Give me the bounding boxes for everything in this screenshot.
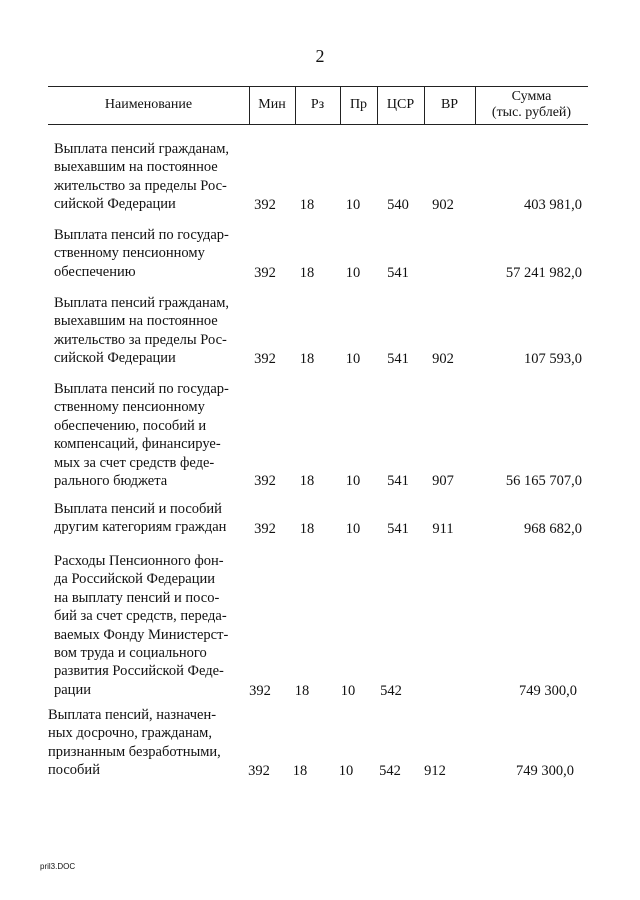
row-rz: 18 xyxy=(294,682,310,699)
row-pr: 10 xyxy=(340,682,356,699)
row-min: 392 xyxy=(254,520,276,537)
row-min: 392 xyxy=(254,472,276,489)
header-pr: Пр xyxy=(349,97,368,112)
row-name-line: рации xyxy=(54,681,91,698)
row-csr: 541 xyxy=(387,520,409,537)
row-name xyxy=(48,706,236,780)
row-name-line: обеспечению, пособий и xyxy=(54,417,207,434)
row-sum: 749 300,0 xyxy=(519,682,577,699)
header-rz: Рз xyxy=(310,97,325,112)
table-row xyxy=(0,294,640,368)
row-vr: 912 xyxy=(424,762,446,779)
row-csr: 542 xyxy=(380,682,402,699)
row-name xyxy=(54,500,242,537)
row-name-line: ваемых Фонду Министерст- xyxy=(54,626,229,643)
row-rz: 18 xyxy=(292,762,308,779)
header-bottom-rule xyxy=(48,124,588,125)
row-sum: 403 981,0 xyxy=(524,196,582,213)
row-name xyxy=(54,380,242,490)
row-name-line: да Российской Федерации xyxy=(54,571,216,588)
row-csr: 541 xyxy=(387,264,409,281)
row-vr: 911 xyxy=(432,520,454,537)
row-rz: 18 xyxy=(299,264,315,281)
row-rz: 18 xyxy=(299,472,315,489)
row-pr: 10 xyxy=(345,350,361,367)
row-name-line: ственному пенсионному xyxy=(54,399,205,416)
table-row xyxy=(0,500,640,538)
row-name-line: признанным безработными, xyxy=(48,743,221,760)
row-name-line: жительство за пределы Рос- xyxy=(54,177,227,194)
header-sum xyxy=(475,86,588,124)
row-sum: 107 593,0 xyxy=(524,350,582,367)
row-pr: 10 xyxy=(345,520,361,537)
row-vr: 902 xyxy=(432,350,454,367)
row-name-line: на выплату пенсий и посо- xyxy=(54,589,220,606)
row-name xyxy=(54,552,242,699)
row-name-line: сийской Федерации xyxy=(54,350,176,367)
table-row xyxy=(0,552,640,700)
row-name-line: Выплата пенсий по государ- xyxy=(54,381,229,397)
row-name-line: Выплата пенсий гражданам, xyxy=(54,295,230,311)
row-name-line: другим категориям граждан xyxy=(54,519,227,536)
row-name-line: сийской Федерации xyxy=(54,196,176,213)
row-name-line: вом труда и социального xyxy=(54,645,207,662)
header-sum-line1: Сумма xyxy=(511,89,552,104)
row-csr: 541 xyxy=(387,350,409,367)
row-name-line: пособий xyxy=(48,762,100,779)
row-name-line: развития Российской Феде- xyxy=(54,663,224,680)
row-name-line: Выплата пенсий, назначен- xyxy=(48,707,217,723)
row-rz: 18 xyxy=(299,196,315,213)
row-min: 392 xyxy=(254,196,276,213)
row-name-line: мых за счет средств феде- xyxy=(54,454,215,471)
row-name-line: бий за счет средств, переда- xyxy=(54,608,227,625)
row-name-line: ных досрочно, гражданам, xyxy=(48,725,212,742)
row-name-line: Выплата пенсий гражданам, xyxy=(54,141,230,157)
row-rz: 18 xyxy=(299,350,315,367)
table-row xyxy=(0,226,640,282)
row-pr: 10 xyxy=(338,762,354,779)
row-sum: 968 682,0 xyxy=(524,520,582,537)
table-row xyxy=(0,706,640,780)
header-sum-line2: (тыс. рублей) xyxy=(491,105,572,120)
page-number: 2 xyxy=(315,46,325,66)
header-csr: ЦСР xyxy=(386,97,415,112)
row-sum: 749 300,0 xyxy=(516,762,574,779)
row-csr: 542 xyxy=(379,762,401,779)
row-sum: 57 241 982,0 xyxy=(505,264,582,281)
row-name-line: Расходы Пенсионного фон- xyxy=(54,553,224,569)
header-name: Наименование xyxy=(104,97,193,112)
row-name-line: жительство за пределы Рос- xyxy=(54,331,227,348)
row-pr: 10 xyxy=(345,472,361,489)
row-min: 392 xyxy=(249,682,271,699)
file-name-footer: pril3.DOC xyxy=(40,862,76,871)
row-name-line: Выплата пенсий по государ- xyxy=(54,227,229,243)
row-csr: 541 xyxy=(387,472,409,489)
row-name xyxy=(54,226,242,281)
row-vr: 902 xyxy=(432,196,454,213)
row-pr: 10 xyxy=(345,196,361,213)
row-pr: 10 xyxy=(345,264,361,281)
row-min: 392 xyxy=(254,264,276,281)
row-name-line: рального бюджета xyxy=(54,473,168,490)
row-name-line: компенсаций, финансируе- xyxy=(54,436,221,453)
row-min: 392 xyxy=(254,350,276,367)
row-sum: 56 165 707,0 xyxy=(505,472,582,489)
header-min: Мин xyxy=(258,97,286,112)
row-vr: 907 xyxy=(432,472,454,489)
row-name-line: выехавшим на постоянное xyxy=(54,159,218,176)
table-row xyxy=(0,380,640,490)
header-vr: ВР xyxy=(440,97,459,112)
row-name-line: ственному пенсионному xyxy=(54,245,205,262)
row-name xyxy=(54,294,242,368)
row-min: 392 xyxy=(248,762,270,779)
row-rz: 18 xyxy=(299,520,315,537)
row-name xyxy=(54,140,242,214)
row-name-line: обеспечению xyxy=(54,263,136,280)
row-csr: 540 xyxy=(387,196,409,213)
table-row xyxy=(0,140,640,214)
row-name-line: Выплата пенсий и пособий xyxy=(54,501,222,517)
row-name-line: выехавшим на постоянное xyxy=(54,313,218,330)
